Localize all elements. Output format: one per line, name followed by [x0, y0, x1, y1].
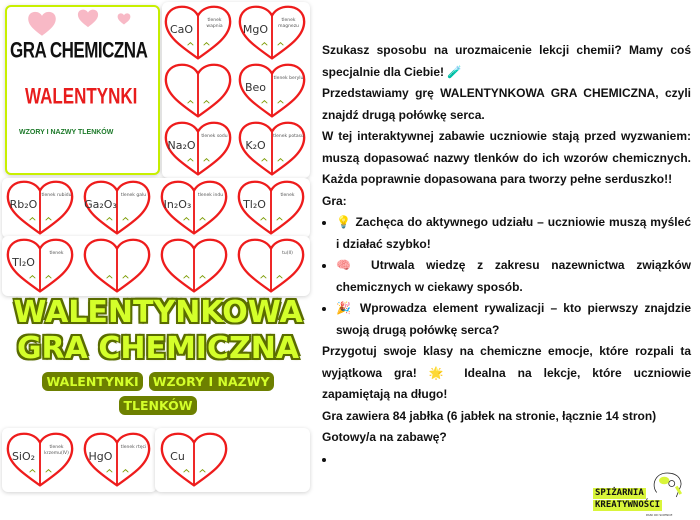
heart-card — [237, 5, 307, 61]
heart-card — [82, 180, 152, 236]
logo-tagline: PANI OD SCIENCE — [646, 513, 673, 517]
description-rules: W tej interaktywnej zabawie uczniowie stają przed wyzwaniem: muszą dopasować nazwy tlenków do ich wzorów chemicznych. Każda poprawnie dopasowana para tworzy pełne serduszko!! — [322, 129, 691, 186]
heart-formula: Cu — [170, 450, 185, 463]
heart-oxide-name: tlenek berylu — [273, 76, 304, 81]
heart-oxide-name: tlenek indu — [197, 193, 224, 198]
overlay-subtitle-c: TLENKÓW — [119, 396, 196, 415]
heart-card — [236, 180, 306, 236]
overlay-subtitle-row — [0, 396, 316, 415]
heart-oxide-name: tlenek magnezu — [278, 18, 299, 30]
heart-formula: Ga₂O₃ — [84, 198, 117, 211]
heart-oxide-name: tlenek krzemu(IV) — [44, 445, 69, 457]
heart-formula: Na₂O — [167, 139, 196, 152]
heart-formula: HgO — [88, 450, 113, 463]
heart-formula: Tl₂O — [12, 256, 35, 269]
cover-card — [5, 5, 160, 175]
heart-formula: MgO — [242, 23, 269, 36]
description-intro: Szukasz sposobu na urozmaicenie lekcji chemii? Mamy coś specjalnie dla Ciebie! 🧪 — [322, 43, 691, 79]
heart-card — [159, 238, 229, 294]
feature-list — [322, 212, 691, 341]
heart-formula: Rb₂O — [9, 198, 38, 211]
heart-card — [5, 432, 75, 488]
feature-item: • 🎉 Wprowadza element rywalizacji – kto pierwszy znajdzie swoją drugą połówkę serca? — [336, 298, 691, 341]
head-lightbulb-icon — [646, 470, 690, 500]
heart-oxide-name: tlenek potasu — [273, 134, 304, 139]
heart-decoration-icon — [27, 11, 57, 37]
description-game-label: Gra: — [322, 193, 347, 208]
overlay-title-line1: WALENTYNKOWA — [13, 295, 303, 330]
description-ready: Gotowy/a na zabawę? — [322, 430, 447, 444]
description-contents: Gra zawiera 84 jabłka (6 jabłek na stronie, łącznie 14 stron) — [322, 408, 657, 423]
heart-card — [5, 238, 75, 294]
logo-text-line1: SPIŻARNIA — [595, 488, 644, 498]
heart-card — [82, 238, 152, 294]
feature-item: • 🧠 Utrwala wiedzę z zakresu nazewnictwa związków chemicznych w ciekawy sposób. — [336, 255, 691, 298]
heart-card — [237, 63, 307, 119]
feature-item: • 💡 Zachęca do aktywnego udziału – uczniowie muszą myśleć i działać szybko! — [336, 212, 691, 255]
heart-oxide-name: tlenek wapnia — [206, 18, 223, 30]
heart-formula: Tl₂O — [243, 198, 266, 211]
heart-oxide-name: tlenek — [280, 193, 295, 198]
heart-formula: K₂O — [245, 139, 266, 152]
heart-card — [237, 121, 307, 177]
heart-outline-icon — [159, 238, 229, 294]
cover-title: GRA CHEMICZNA — [10, 38, 148, 63]
heart-outline-icon — [82, 238, 152, 294]
heart-card — [159, 432, 229, 488]
description-game-name: Przedstawiamy grę WALENTYNKOWA GRA CHEMICZNA, czyli znajdź drugą połówkę serca. — [322, 86, 691, 122]
heart-formula: In₂O₃ — [163, 198, 192, 211]
heart-outline-icon — [163, 63, 233, 119]
brand-logo — [588, 470, 693, 518]
heart-decoration-icon — [117, 13, 131, 25]
heart-oxide-name: tlenek galu — [120, 193, 147, 198]
description-prepare: Przygotuj swoje klasy na chemiczne emocje, które rozpali ta wyjątkowa gra! 🌟 Idealna na lekcje, które uczniowie zapamiętają na długo! — [322, 344, 691, 401]
logo-text-line2: KREATYWNOŚCI — [595, 500, 661, 510]
heart-card — [236, 238, 306, 294]
heart-oxide-name: tu(II) — [282, 251, 293, 256]
overlay-subtitle-row — [0, 372, 316, 391]
heart-oxide-name: tlenek — [49, 251, 64, 256]
heart-oxide-name: tlenek sodu — [201, 134, 228, 139]
heart-decoration-icon — [77, 9, 99, 28]
heart-card — [163, 5, 233, 61]
heart-card — [5, 180, 75, 236]
heart-card — [82, 432, 152, 488]
heart-card — [159, 180, 229, 236]
heart-formula: Beo — [244, 81, 267, 94]
product-description — [322, 40, 691, 470]
heart-card — [163, 121, 233, 177]
overlay-subtitle-b: WZORY I NAZWY — [149, 372, 274, 391]
empty-list-item — [336, 449, 691, 471]
heart-oxide-name: tlenek rubidu — [41, 193, 72, 198]
cover-caption: WZORY I NAZWY TLENKÓW — [19, 129, 114, 136]
overlay-title-line2: GRA CHEMICZNA — [16, 331, 300, 366]
heart-oxide-name: tlenek rtęci — [120, 445, 147, 450]
heart-formula: CaO — [169, 23, 194, 36]
cover-subtitle: WALENTYNKI — [25, 84, 138, 109]
heart-formula: SiO₂ — [11, 450, 36, 463]
overlay-subtitle-a: WALENTYNKI — [42, 372, 142, 391]
empty-list — [322, 449, 691, 471]
heart-card — [163, 63, 233, 119]
heart-outline-icon — [236, 238, 306, 294]
